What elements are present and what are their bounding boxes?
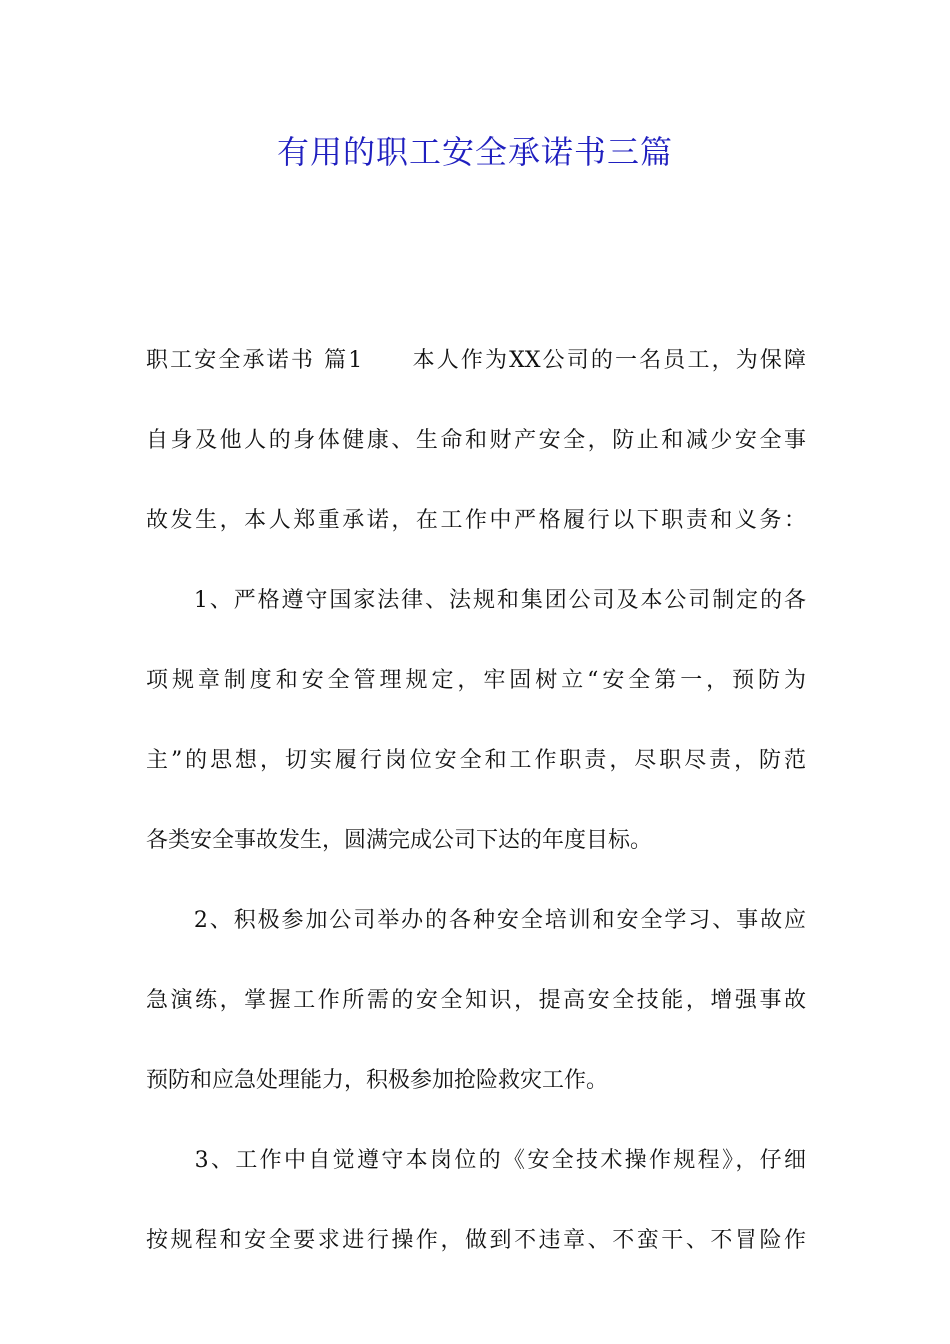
body-line: 按规程和安全要求进行操作，做到不违章、不蛮干、不冒险作 [146,1228,806,1253]
body-line: 各类安全事故发生，圆满完成公司下达的年度目标。 [146,828,653,853]
body-line: 3、工作中自觉遵守本岗位的《安全技术操作规程》，仔细 [146,1148,806,1173]
body-line: 主”的思想，切实履行岗位安全和工作职责，尽职尽责，防范 [146,748,806,773]
body-line: 2、积极参加公司举办的各种安全培训和安全学习、事故应 [146,908,806,933]
body-line: 自身及他人的身体健康、生命和财产安全，防止和减少安全事 [146,428,806,453]
body-line: 职工安全承诺书 篇1 本人作为XX公司的一名员工，为保障 [146,348,806,373]
body-line: 故发生，本人郑重承诺，在工作中严格履行以下职责和义务： [146,508,806,533]
body-line: 预防和应急处理能力，积极参加抢险救灾工作。 [146,1068,609,1093]
document-body [146,334,806,1294]
document-title: 有用的职工安全承诺书三篇 [276,133,673,171]
body-line: 1、严格遵守国家法律、法规和集团公司及本公司制定的各 [146,588,806,613]
body-line: 急演练，掌握工作所需的安全知识，提高安全技能，增强事故 [146,988,806,1013]
body-line: 项规章制度和安全管理规定，牢固树立“安全第一，预防为 [146,668,806,693]
